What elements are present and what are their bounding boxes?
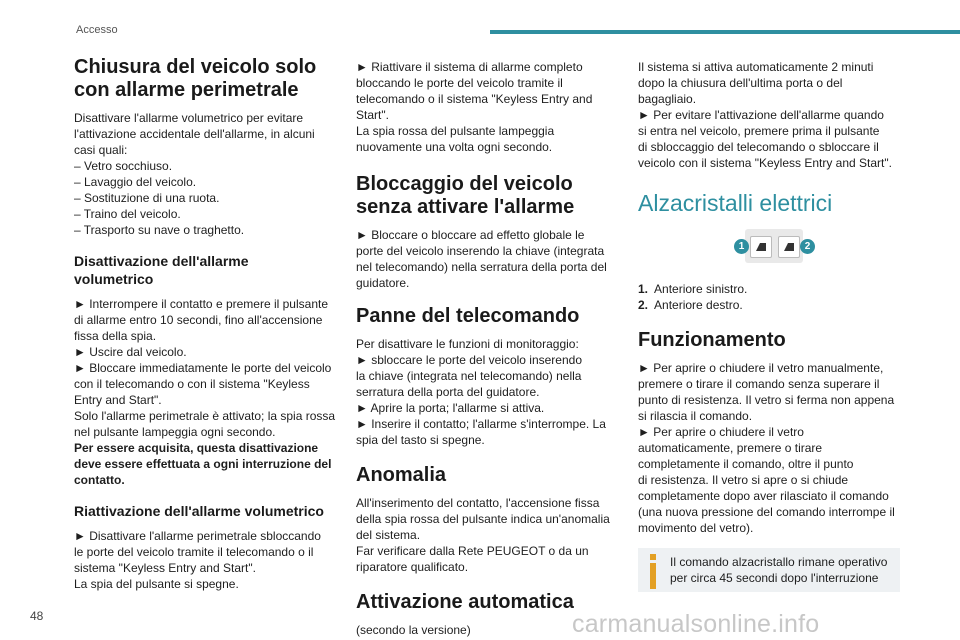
text-line: La spia rossa del pulsante lampeggia: [356, 124, 555, 138]
text-line: della spia rossa del pulsante indica un'anomalia: [356, 512, 610, 526]
text-line: nel telecomando) nella serratura della porta del: [356, 260, 607, 274]
text-line: le porte del veicolo tramite il telecomando o il: [74, 545, 314, 559]
text-line: si rilascia il comando.: [638, 409, 753, 423]
text-line: del sistema.: [356, 528, 421, 542]
text-line: ► Bloccare immediatamente le porte del veicolo: [74, 361, 332, 375]
badge-2: 2: [800, 239, 815, 254]
header-accent-bar: [490, 30, 960, 34]
text-line: contatto.: [74, 473, 125, 487]
paragraph-riattivare: [356, 59, 618, 155]
text-line: dopo la chiusura dell'ultima porta o del: [638, 76, 843, 90]
heading-line: Panne del telecomando: [356, 305, 580, 327]
text-line: sistema "Keyless Entry and Start".: [74, 561, 256, 575]
text-line: Far verificare dalla Rete PEUGEOT o da un: [356, 544, 589, 558]
paragraph-bold-note: [74, 440, 336, 488]
paragraph-disattivazione: [74, 296, 336, 440]
text-line: All'inserimento del contatto, l'accensione fissa: [356, 496, 600, 510]
text-line: spia del tasto si spegne.: [356, 433, 485, 447]
legend-item: [638, 281, 900, 297]
column-left: [74, 56, 336, 592]
heading-line: con allarme perimetrale: [74, 79, 299, 101]
text-line: ► Interrompere il contatto e premere il pulsante: [74, 297, 328, 311]
text-line: ► sbloccare le porte del veicolo inserendo: [356, 353, 583, 367]
page-number: 48: [30, 609, 44, 623]
window-switch-figure: [638, 229, 900, 269]
text-line: Il sistema si attiva automaticamente 2 minuti: [638, 60, 874, 74]
text-line: (una nuova pressione del comando interrompe il: [638, 505, 895, 519]
text-line: telecomando o il sistema "Keyless Entry and: [356, 92, 593, 106]
list-item: – Vetro socchiuso.: [74, 159, 173, 173]
watermark: carmanualsonline.info: [572, 610, 820, 638]
heading-riattivazione: [74, 502, 336, 520]
paragraph-funzionamento: [638, 360, 900, 536]
text-line: guidatore.: [356, 276, 410, 290]
text-line: casi quali:: [74, 143, 128, 157]
heading-line: Anomalia: [356, 464, 447, 486]
text-line: ► Aprire la porta; l'allarme si attiva.: [356, 401, 545, 415]
text-line: ► Disattivare l'allarme perimetrale sbloccando: [74, 529, 321, 543]
text-line: riparatore qualificato.: [356, 560, 469, 574]
text-line: la chiave (integrata nel telecomando) nella: [356, 369, 582, 383]
text-line: per circa 45 secondi dopo l'interruzione: [670, 571, 879, 585]
text-line: bloccando le porte del veicolo tramite il: [356, 76, 563, 90]
text-line: di resistenza. Il vetro si apre o si chiude: [638, 473, 849, 487]
text-line: di sbloccaggio del telecomando o sbloccare il: [638, 140, 879, 154]
window-switch-right-icon: [778, 236, 800, 258]
legend-number: 1.: [638, 282, 649, 296]
paragraph-bloccaggio: [356, 227, 618, 291]
text-line: serratura della porta del guidatore.: [356, 385, 540, 399]
text-line: Entry and Start".: [74, 393, 162, 407]
window-switch-left-icon: [750, 236, 772, 258]
badge-1: 1: [734, 239, 749, 254]
text-line: completamente il comando, oltre il punto: [638, 457, 854, 471]
text-line: fissa della spia.: [74, 329, 157, 343]
list-item: – Sostituzione di una ruota.: [74, 191, 220, 205]
text-line: ► Inserire il contatto; l'allarme s'interrompe. La: [356, 417, 606, 431]
heading-disattivazione: [74, 252, 336, 288]
text-line: veicolo con il sistema "Keyless Entry and Start".: [638, 156, 892, 170]
text-line: Start".: [356, 108, 389, 122]
paragraph-attivazione: (secondo la versione): [356, 623, 471, 637]
text-line: ► Riattivare il sistema di allarme completo: [356, 60, 583, 74]
text-line: ► Uscire dal veicolo.: [74, 345, 187, 359]
list-item: – Lavaggio del veicolo.: [74, 175, 197, 189]
paragraph-attivazione-auto: [638, 59, 900, 171]
text-line: automaticamente, premere o tirare: [638, 441, 823, 455]
legend-item: [638, 297, 900, 313]
text-line: Per disattivare le funzioni di monitoraggio:: [356, 337, 579, 351]
heading-line: Bloccaggio del veicolo: [356, 173, 573, 195]
text-line: ► Per aprire o chiudere il vetro: [638, 425, 804, 439]
paragraph-panne: [356, 336, 618, 448]
text-line: Per essere acquisita, questa disattivazione: [74, 441, 319, 455]
info-note: [638, 548, 900, 592]
text-line: ► Bloccare o bloccare ad effetto globale le: [356, 228, 585, 242]
legend-text: Anteriore sinistro.: [654, 282, 748, 296]
text-line: bagagliaio.: [638, 92, 697, 106]
figure-legend: [638, 281, 900, 313]
paragraph-intro: [74, 110, 336, 238]
list-item: – Traino del veicolo.: [74, 207, 181, 221]
heading-line: senza attivare l'allarme: [356, 196, 575, 218]
heading-chiusura: [74, 56, 336, 102]
text-line: completamente dopo aver rilasciato il comando: [638, 489, 889, 503]
text-line: l'attivazione accidentale dell'allarme, in alcuni: [74, 127, 315, 141]
text-line: ► Per aprire o chiudere il vetro manualmente,: [638, 361, 884, 375]
text-line: ► Per evitare l'attivazione dell'allarme quando: [638, 108, 884, 122]
text-line: con il telecomando o con il sistema "Keyless: [74, 377, 310, 391]
text-line: Solo l'allarme perimetrale è attivato; la spia rossa: [74, 409, 336, 423]
heading-alzacristalli: Alzacristalli elettrici: [638, 190, 833, 216]
text-line: di allarme entro 10 secondi, fino all'accensione: [74, 313, 323, 327]
info-icon: [648, 554, 658, 590]
paragraph-riattivazione: [74, 528, 336, 592]
text-line: Il comando alzacristallo rimane operativo: [670, 555, 888, 569]
text-line: La spia del pulsante si spegne.: [74, 577, 239, 591]
heading-line: Disattivazione dell'allarme: [74, 253, 249, 269]
text-line: premere o tirare il comando senza superare il: [638, 377, 880, 391]
heading-line: Attivazione automatica: [356, 591, 574, 613]
heading-panne: [356, 305, 618, 328]
text-line: porte del veicolo inserendo la chiave (integrata: [356, 244, 605, 258]
column-middle: [356, 59, 618, 638]
header-section-title: Accesso: [76, 24, 118, 36]
legend-number: 2.: [638, 298, 649, 312]
heading-line: Riattivazione dell'allarme volumetrico: [74, 503, 324, 519]
text-line: deve essere effettuata a ogni interruzione del: [74, 457, 332, 471]
heading-bloccaggio: [356, 173, 618, 219]
text-line: movimento del vetro).: [638, 521, 754, 535]
text-line: nuovamente una volta ogni secondo.: [356, 140, 553, 154]
heading-line: Chiusura del veicolo solo: [74, 56, 317, 78]
text-line: Disattivare l'allarme volumetrico per evitare: [74, 111, 304, 125]
text-line: punto di resistenza. Il vetro si ferma non appena: [638, 393, 895, 407]
heading-anomalia: [356, 464, 618, 487]
column-right: [638, 59, 900, 592]
text-line: si entra nel veicolo, premere prima il pulsante: [638, 124, 880, 138]
list-item: – Trasporto su nave o traghetto.: [74, 223, 245, 237]
text-line: nel pulsante lampeggia ogni secondo.: [74, 425, 276, 439]
heading-line: volumetrico: [74, 271, 154, 287]
heading-funzionamento: Funzionamento: [638, 329, 786, 351]
legend-text: Anteriore destro.: [654, 298, 743, 312]
paragraph-anomalia: [356, 495, 618, 575]
